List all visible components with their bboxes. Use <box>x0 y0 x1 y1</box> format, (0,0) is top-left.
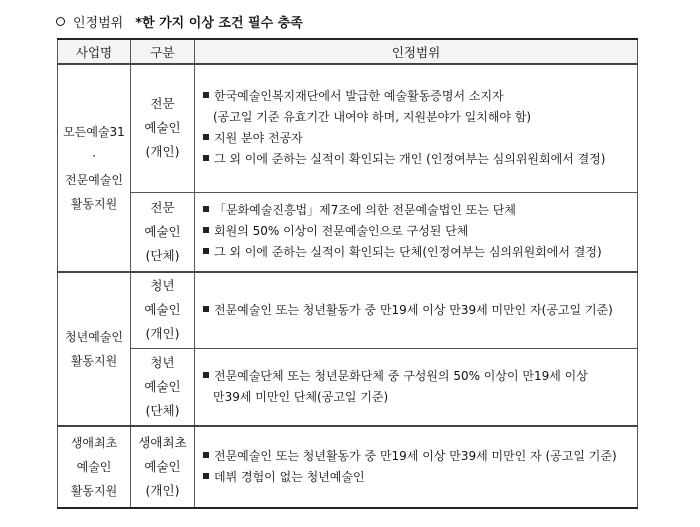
list-item-continuation: 만39세 미만인 단체(공고일 기준) <box>213 389 389 404</box>
heading-title: 인정범위 <box>73 15 124 31</box>
program-name-line: 생애최초 <box>70 436 118 450</box>
square-bullet-icon <box>203 248 209 254</box>
item-text: 회원의 50% 이상이 전문예술인으로 구성된 단체 <box>214 224 469 239</box>
square-bullet-icon <box>203 306 209 312</box>
item-text: 지원 분야 전공자 <box>214 131 303 146</box>
category-cell <box>131 192 195 272</box>
list-item <box>203 300 631 321</box>
program-name-line: 활동지원 <box>70 197 118 211</box>
scope-cell <box>195 272 638 348</box>
item-text: 그 외 이에 준하는 실적이 확인되는 단체(인정여부는 심의위원회에서 결정) <box>214 245 602 260</box>
category-line: (개인) <box>145 144 180 160</box>
list-item <box>203 86 631 107</box>
list-item <box>203 149 631 170</box>
category-line: 청년 <box>150 354 175 370</box>
header-category: 구분 <box>131 39 195 64</box>
item-text: 한국예술인복지재단에서 발급한 예술활동증명서 소지자 <box>214 89 504 104</box>
table-header-row <box>58 39 638 64</box>
category-line: 전문 <box>150 96 175 112</box>
list-item <box>203 467 631 488</box>
program-name-cell <box>58 272 131 426</box>
square-bullet-icon <box>203 227 209 233</box>
program-name-line: 예술인 <box>76 460 112 474</box>
table-row <box>58 426 638 508</box>
program-name-cell <box>58 64 131 272</box>
section-heading <box>56 10 303 32</box>
category-line: 예술인 <box>144 120 181 136</box>
circle-bullet-icon <box>56 17 65 26</box>
table-row <box>58 348 638 426</box>
square-bullet-icon <box>203 92 209 98</box>
heading-note: *한 가지 이상 조건 필수 충족 <box>135 15 303 31</box>
list-item <box>203 366 631 387</box>
program-name-line: 전문예술인 <box>65 173 123 187</box>
list-item-continuation: (공고일 기준 유효기간 내여야 하며, 지원분야가 일치해야 함) <box>213 110 532 125</box>
square-bullet-icon <box>203 452 209 458</box>
scope-cell <box>195 64 638 192</box>
category-line: 생애최초 <box>138 435 187 450</box>
category-line: 예술인 <box>144 223 181 239</box>
category-cell <box>131 348 195 426</box>
list-item <box>203 200 631 221</box>
table-row <box>58 192 638 272</box>
category-cell <box>131 64 195 192</box>
item-text: 그 외 이에 준하는 실적이 확인되는 개인 (인정여부는 심의위원회에서 결정) <box>214 152 606 167</box>
header-program: 사업명 <box>58 39 131 64</box>
eligibility-table <box>57 38 638 509</box>
category-line: 청년 <box>150 278 175 294</box>
list-item <box>203 128 631 149</box>
list-item <box>203 446 631 467</box>
category-line: (단체) <box>145 247 180 263</box>
header-scope: 인정범위 <box>195 39 638 64</box>
item-text: 전문예술단체 또는 청년문화단체 중 구성원의 50% 이상이 만19세 이상 <box>214 368 588 383</box>
scope-cell <box>195 348 638 426</box>
item-text: 「문화예술진흥법」제7조에 의한 전문예술법인 또는 단체 <box>214 203 516 218</box>
category-cell <box>131 426 195 508</box>
category-line: (개인) <box>145 483 180 498</box>
program-name-line: · <box>92 149 96 163</box>
list-item <box>203 221 631 242</box>
scope-cell <box>195 192 638 272</box>
square-bullet-icon <box>203 134 209 140</box>
scope-cell <box>195 426 638 508</box>
table-row <box>58 272 638 348</box>
program-name-line: 활동지원 <box>70 354 118 368</box>
item-text: 전문예술인 또는 청년활동가 중 만19세 이상 만39세 미만인 자(공고일 기준) <box>214 302 613 317</box>
square-bullet-icon <box>203 372 209 378</box>
category-line: (단체) <box>145 402 180 418</box>
item-text: 데뷔 경험이 없는 청년예술인 <box>214 470 365 484</box>
program-name-line: 청년예술인 <box>65 330 123 344</box>
table-row <box>58 64 638 192</box>
category-line: 예술인 <box>144 459 181 474</box>
program-name-line: 활동지원 <box>70 484 118 498</box>
program-name-line: 모든예술31 <box>63 125 125 139</box>
list-item <box>203 242 631 263</box>
square-bullet-icon <box>203 155 209 161</box>
category-line: (개인) <box>145 326 180 342</box>
square-bullet-icon <box>203 206 209 212</box>
program-name-cell <box>58 426 131 508</box>
category-line: 전문 <box>150 199 175 215</box>
square-bullet-icon <box>203 473 209 479</box>
category-line: 예술인 <box>144 302 181 318</box>
item-text: 전문예술인 또는 청년활동가 중 만19세 이상 만39세 미만인 자 (공고일 기준) <box>214 449 617 463</box>
category-line: 예술인 <box>144 378 181 394</box>
category-cell <box>131 272 195 348</box>
